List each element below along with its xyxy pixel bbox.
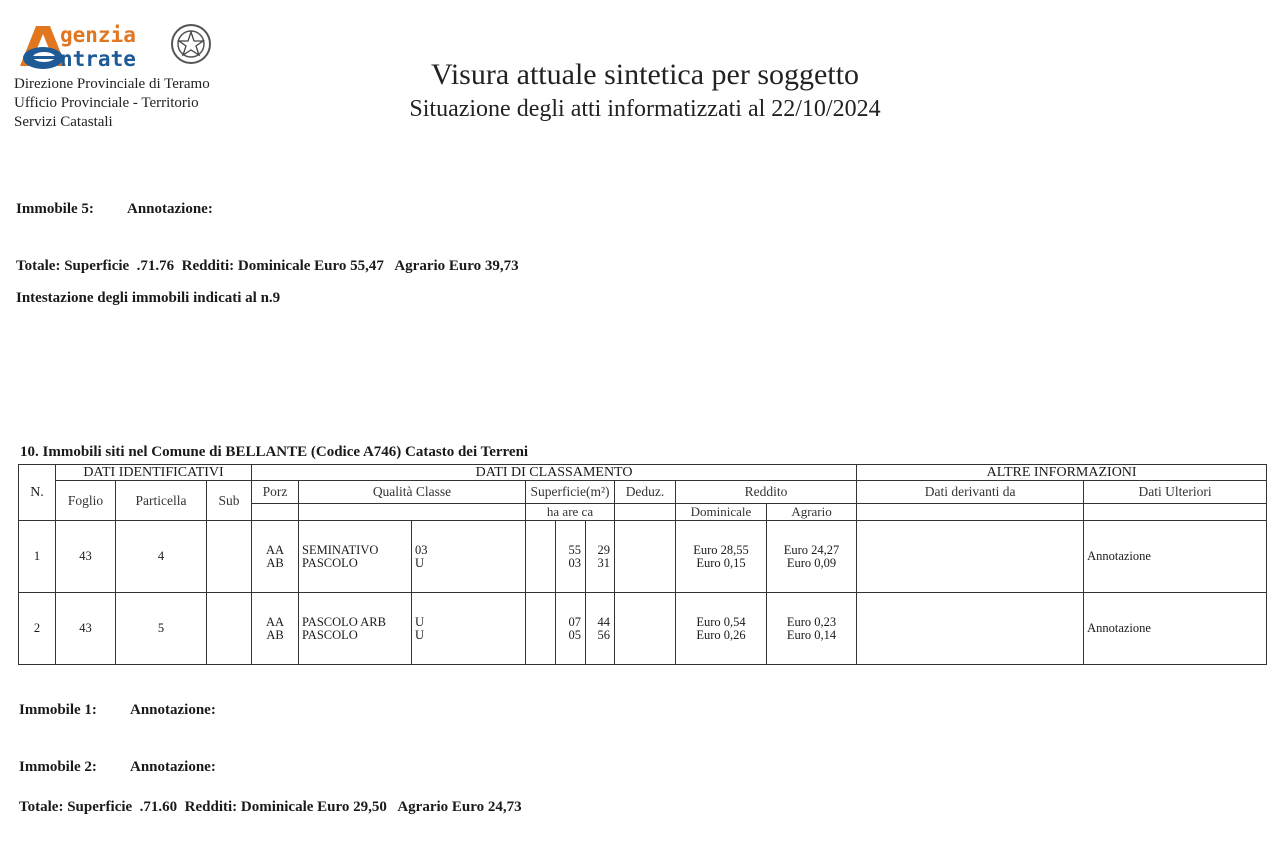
cell-sub bbox=[207, 593, 252, 665]
col-superficie-header: Superficie(m²) bbox=[526, 481, 615, 504]
col-dati-derivanti-header: Dati derivanti da bbox=[857, 481, 1084, 504]
cell-porz: AA AB bbox=[252, 593, 299, 665]
cell-dati-derivanti bbox=[857, 521, 1084, 593]
col-dati-ulteriori-header: Dati Ulteriori bbox=[1084, 481, 1267, 504]
totale-section-10: Totale: Superficie .71.60 Redditi: Dominicale Euro 29,50 Agrario Euro 24,73 bbox=[19, 799, 522, 815]
col-reddito-header: Reddito bbox=[676, 481, 857, 504]
cell-sub bbox=[207, 521, 252, 593]
immobili-table bbox=[18, 464, 1267, 665]
cell-dominicale: Euro 28,55 Euro 0,15 bbox=[676, 521, 767, 593]
totale-prev: Totale: Superficie .71.76 Redditi: Dominicale Euro 55,47 Agrario Euro 39,73 bbox=[16, 258, 519, 274]
col-sub-header: Sub bbox=[207, 481, 252, 521]
cell-dati-ulteriori: Annotazione bbox=[1084, 521, 1267, 593]
agenzia-entrate-logo bbox=[14, 20, 214, 74]
office-line-3: Servizi Catastali bbox=[14, 114, 113, 130]
porz-sub-blank bbox=[252, 504, 299, 521]
cell-classe: 03 U bbox=[412, 521, 526, 593]
deduz-sub-blank bbox=[615, 504, 676, 521]
immobile-5-annotazione: Annotazione: bbox=[127, 201, 213, 217]
dati-ulteriori-sub-blank bbox=[1084, 504, 1267, 521]
col-foglio-header: Foglio bbox=[56, 481, 116, 521]
immobile-2-label: Immobile 2: bbox=[19, 759, 97, 775]
cell-are: 55 03 bbox=[556, 521, 586, 593]
group-dati-identificativi: DATI IDENTIFICATIVI bbox=[56, 465, 252, 481]
section-10-heading: 10. Immobili siti nel Comune di BELLANTE (Codice A746) Catasto dei Terreni bbox=[20, 444, 529, 460]
table-row bbox=[19, 593, 1267, 665]
cell-ca: 29 31 bbox=[586, 521, 615, 593]
cell-n: 1 bbox=[19, 521, 56, 593]
cell-particella: 4 bbox=[116, 521, 207, 593]
col-qualita-classe-header: Qualità Classe bbox=[299, 481, 526, 504]
col-porz-header: Porz bbox=[252, 481, 299, 504]
immobile-2-annotazione: Annotazione: bbox=[130, 759, 216, 775]
document-title: Visura attuale sintetica per soggetto bbox=[430, 58, 860, 91]
cell-ha bbox=[526, 593, 556, 665]
intestazione-line: Intestazione degli immobili indicati al n.9 bbox=[16, 290, 281, 306]
col-deduz-header: Deduz. bbox=[615, 481, 676, 504]
cell-qualita: SEMINATIVO PASCOLO bbox=[299, 521, 412, 593]
immobile-1-label: Immobile 1: bbox=[19, 702, 97, 718]
office-line-1: Direzione Provinciale di Teramo bbox=[14, 76, 210, 92]
cell-particella: 5 bbox=[116, 593, 207, 665]
cell-ca: 44 56 bbox=[586, 593, 615, 665]
cell-foglio: 43 bbox=[56, 521, 116, 593]
cell-agrario: Euro 24,27 Euro 0,09 bbox=[767, 521, 857, 593]
logo-word-ntrate: ntrate bbox=[60, 47, 136, 71]
cell-deduz bbox=[615, 593, 676, 665]
agrario-header: Agrario bbox=[767, 504, 857, 521]
dati-derivanti-sub-blank bbox=[857, 504, 1084, 521]
group-altre-informazioni: ALTRE INFORMAZIONI bbox=[857, 465, 1267, 481]
cell-deduz bbox=[615, 521, 676, 593]
cell-are: 07 05 bbox=[556, 593, 586, 665]
document-subtitle: Situazione degli atti informatizzati al 22/10/2024 bbox=[409, 96, 881, 122]
cell-qualita: PASCOLO ARB PASCOLO bbox=[299, 593, 412, 665]
cell-dati-ulteriori: Annotazione bbox=[1084, 593, 1267, 665]
col-particella-header: Particella bbox=[116, 481, 207, 521]
cell-dati-derivanti bbox=[857, 593, 1084, 665]
cell-dominicale: Euro 0,54 Euro 0,26 bbox=[676, 593, 767, 665]
ha-are-ca-header: ha are ca bbox=[526, 504, 615, 521]
cell-porz: AA AB bbox=[252, 521, 299, 593]
cell-foglio: 43 bbox=[56, 593, 116, 665]
immobile-5-label: Immobile 5: bbox=[16, 201, 94, 217]
cell-classe: U U bbox=[412, 593, 526, 665]
logo-word-genzia: genzia bbox=[60, 23, 136, 47]
group-dati-classamento: DATI DI CLASSAMENTO bbox=[252, 465, 857, 481]
office-line-2: Ufficio Provinciale - Territorio bbox=[14, 95, 199, 111]
immobile-1-annotazione: Annotazione: bbox=[130, 702, 216, 718]
table-row bbox=[19, 521, 1267, 593]
cell-ha bbox=[526, 521, 556, 593]
cell-agrario: Euro 0,23 Euro 0,14 bbox=[767, 593, 857, 665]
col-n-header: N. bbox=[19, 465, 56, 521]
dominicale-header: Dominicale bbox=[676, 504, 767, 521]
qualita-sub-blank bbox=[299, 504, 526, 521]
cell-n: 2 bbox=[19, 593, 56, 665]
